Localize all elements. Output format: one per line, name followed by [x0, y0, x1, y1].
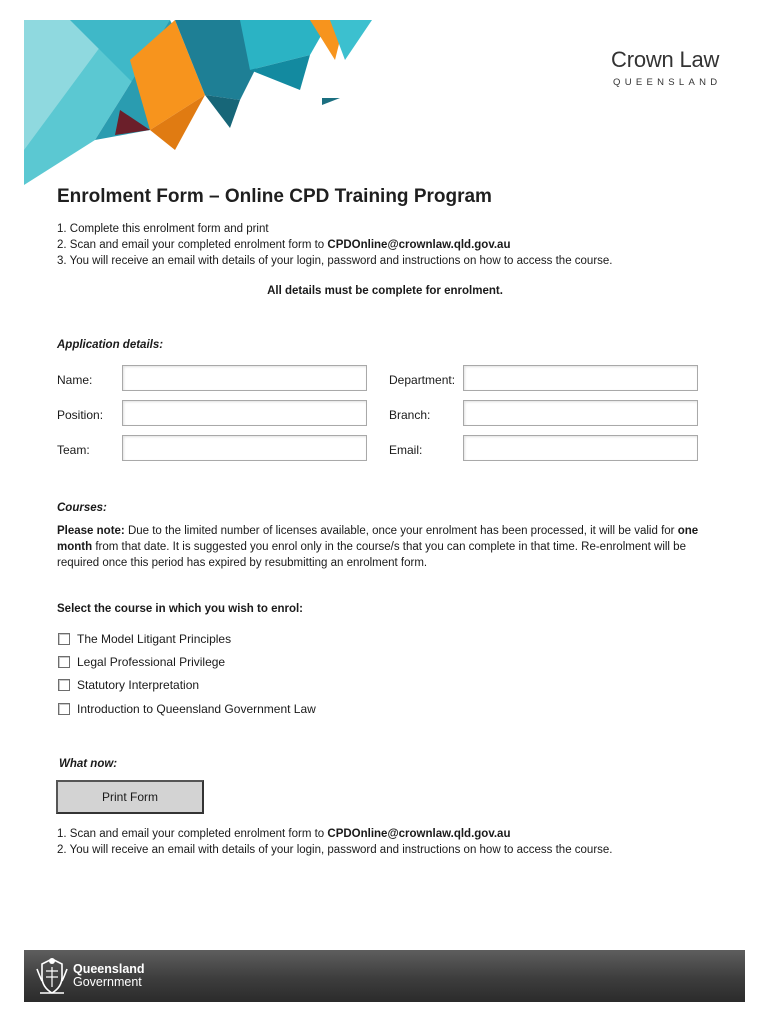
email-field[interactable] [463, 435, 698, 461]
qg-line2: Government [73, 975, 142, 989]
licensing-note: Please note: Due to the limited number of licenses available, once your enrolment has been processed, it will be valid for one month from that date. It is suggested you enrol only in the course/s that you can complete in that time. Re-enrolment will be required once this period has expired by resubmitting an enrolment form. [57, 525, 699, 569]
next-step: 1. Scan and email your completed enrolment form to CPDOnline@crownlaw.qld.gov.au [57, 828, 511, 840]
next-steps [57, 826, 613, 858]
course-option[interactable] [58, 702, 316, 716]
name-label: Name: [57, 373, 93, 387]
department-field[interactable] [463, 365, 698, 391]
course-checkbox[interactable] [58, 679, 70, 691]
crown-law-logo-title: Crown Law [611, 47, 720, 72]
email-address: CPDOnline@crownlaw.qld.gov.au [327, 828, 511, 840]
print-form-button[interactable]: Print Form [56, 780, 204, 814]
course-option[interactable] [58, 632, 231, 646]
team-field[interactable] [122, 435, 367, 461]
email-label: Email: [389, 443, 423, 457]
course-checkbox[interactable] [58, 656, 70, 668]
department-label: Department: [389, 373, 456, 387]
page-title: Enrolment Form – Online CPD Training Program [57, 186, 492, 207]
application-details-heading: Application details: [57, 339, 164, 351]
course-label: Legal Professional Privilege [77, 655, 226, 669]
queensland-government-logo-text [73, 963, 145, 989]
course-select-instruction: Select the course in which you wish to enrol: [57, 603, 304, 615]
what-now-heading: What now: [59, 758, 118, 770]
intro-steps [57, 221, 613, 269]
branch-field[interactable] [463, 400, 698, 426]
note-prefix: Please note: [57, 525, 125, 537]
completion-notice: All details must be complete for enrolment. [267, 285, 503, 297]
course-label: The Model Litigant Principles [77, 632, 232, 646]
team-label: Team: [57, 443, 90, 457]
courses-heading: Courses: [57, 502, 107, 514]
crown-law-logo-subtitle: QUEENSLAND [613, 77, 722, 88]
queensland-crest-icon [34, 955, 70, 997]
course-label: Statutory Interpretation [77, 678, 200, 692]
course-checkbox[interactable] [58, 633, 70, 645]
course-option[interactable] [58, 655, 225, 669]
position-field[interactable] [122, 400, 367, 426]
course-option[interactable] [58, 678, 199, 692]
course-checkbox[interactable] [58, 703, 70, 715]
branch-label: Branch: [389, 408, 431, 422]
intro-step: 2. Scan and email your completed enrolment form to CPDOnline@crownlaw.qld.gov.au [57, 239, 511, 251]
intro-step: 3. You will receive an email with details of your login, password and instructions on how to access the course. [57, 255, 613, 267]
position-label: Position: [57, 408, 104, 422]
note-emphasis: one month [57, 525, 699, 553]
next-step: 2. You will receive an email with details of your login, password and instructions on how to access the course. [57, 844, 613, 856]
email-address: CPDOnline@crownlaw.qld.gov.au [327, 239, 511, 251]
name-field[interactable] [122, 365, 367, 391]
intro-step: 1. Complete this enrolment form and print [57, 223, 269, 235]
header-banner-graphic [0, 0, 380, 190]
qg-line1: Queensland [73, 962, 145, 976]
course-label: Introduction to Queensland Government Law [77, 702, 316, 716]
